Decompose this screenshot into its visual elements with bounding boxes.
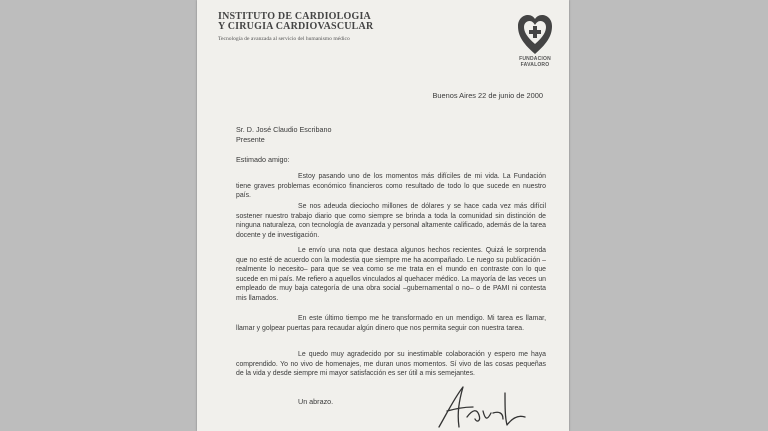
institute-name-line1: INSTITUTO DE CARDIOLOGIA bbox=[218, 11, 371, 22]
closing: Un abrazo. bbox=[298, 397, 334, 406]
paragraph-2: Se nos adeuda dieciocho millones de dólares y se hace cada vez más difícil sostener nuestro trabajo diario que como siempre se brinda a toda la comunidad sin distinción de ninguna naturaleza, con tecnología de avanzada y personal altamente calificado, además de la tarea docente y de investigación. bbox=[236, 203, 546, 239]
letterhead bbox=[218, 12, 373, 42]
logo-text-line1: FUNDACION bbox=[519, 56, 551, 62]
recipient-block bbox=[236, 125, 331, 144]
salutation: Estimado amigo: bbox=[236, 155, 290, 164]
recipient-name: Sr. D. José Claudio Escribano bbox=[236, 125, 332, 134]
paragraph-1: Estoy pasando uno de los momentos más difíciles de mi vida. La Fundación tiene graves problemas económico financieros como resultado de todo lo que sucede en nuestro país. bbox=[236, 173, 546, 200]
paragraph-4: En este último tiempo me he transformado en un mendigo. Mi tarea es llamar, llamar y golpear puertas para recaudar algún dinero que nos permita seguir con nuestra tarea. bbox=[236, 315, 546, 332]
heart-logo-icon bbox=[517, 14, 553, 56]
logo-text-line2: FAVALORO bbox=[520, 62, 550, 68]
recipient-status: Presente bbox=[236, 134, 265, 144]
paragraph-3: Le envío una nota que destaca algunos hechos recientes. Quizá le sorprenda que no esté de acuerdo con la modestia que siempre me ha acompañado. Le ruego su publicación –realmente lo necesito– para que se vea como se me trata en el mundo en contraste con lo que sucede en mi país. Me refiero a aquellos vinculados al quehacer médico. La mayoría de las veces un empleado de muy baja categoría de una obra social –gubernamental o no– o de PAMI ni contesta mis llamados. bbox=[236, 247, 546, 302]
letter-date: Buenos Aires 22 de junio de 2000 bbox=[432, 91, 543, 100]
institute-name-line2: Y CIRUGIA CARDIOVASCULAR bbox=[218, 21, 374, 32]
institute-tagline: Tecnología de avanzada al servicio del humanismo médico bbox=[218, 36, 350, 42]
letter-page bbox=[197, 0, 569, 431]
handwritten-signature bbox=[433, 383, 533, 431]
foundation-logo bbox=[513, 14, 557, 80]
paragraph-5: Le quedo muy agradecido por su inestimable colaboración y espero me haya comprendido. Yo no vivo de homenajes, me duran unos momentos. Sí vivo de las cosas pequeñas de la vida y desde siempre mi mayor satisfacción es ser útil a mis semejantes. bbox=[236, 351, 546, 378]
